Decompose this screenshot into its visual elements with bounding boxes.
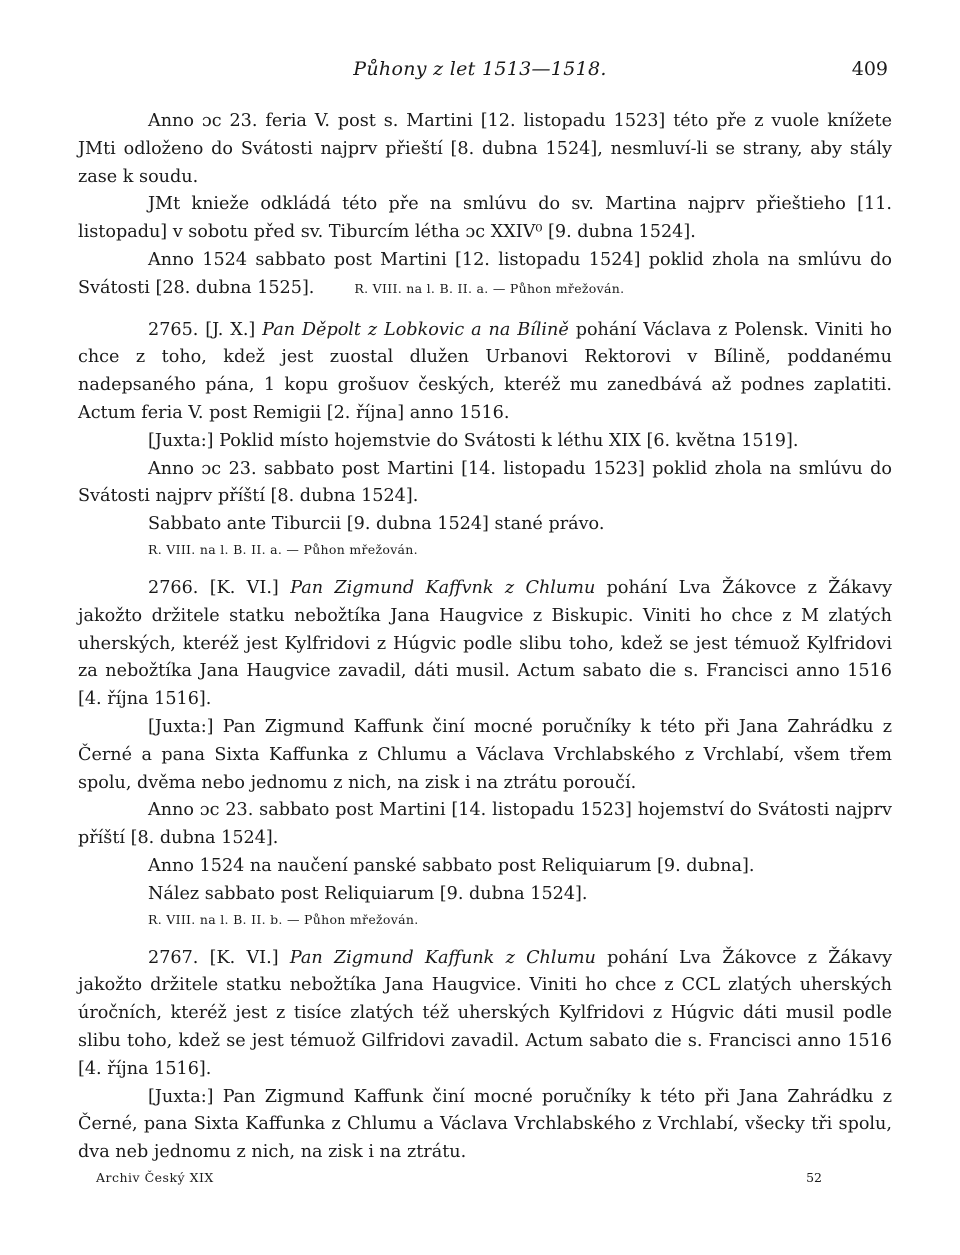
paragraph: Anno ɔc 23. feria V. post s. Martini [12. listopadu 1523] této pře z vuole knížete JMti odloženo do Svátosti najprv přieští [8. dubna 1524], nesmluví-li se strany, aby stály zase k soudu. <box>78 111 892 187</box>
entry-text: pohání Lva Žákovce z Žákavy jakožto držitele statku nebožtíka Jana Haugvice. Viniti ho chce z CCL zlatých uherských úročních, kteréž jest z tisíce zlatých též uherských Kylfridovi z Húgvic dáti musil podle slibu toho, kdež se jest témuož Gilfridovi zavadil. Actum sabato die s. Francisci anno 1516 [4. října 1516]. <box>78 947 893 1079</box>
plaintiff-name: Pan Zigmund Kaffvnk z Chlumu <box>290 577 596 598</box>
entry-text: pohání Lva Žákovce z Žákavy jakožto držitele statku nebožtíka Jana Haugvice z Biskupic. Viniti ho chce z M zlatých uherských, kteréž jest Kylfridovi z Húgvic podle slibu toho, kdež se jest témuož Kylfridovi za nebožtíka Jana Haugvice zavadil, dáti musil. Actum sabato die s. Francisci anno 1516 [4. října 1516]. <box>78 577 893 710</box>
text-body <box>78 108 892 1167</box>
footer-signature: Archiv Český XIX <box>96 1170 214 1185</box>
entry-number: 2765. [J. X.] <box>148 319 256 340</box>
entry-number: 2767. [K. VI.] <box>148 947 279 968</box>
entry-number: 2766. [K. VI.] <box>148 577 279 598</box>
plaintiff-name: Pan Děpolt z Lobkovic a na Bílině <box>262 319 569 340</box>
paragraph: Anno 1524 na naučení panské sabbato post Reliquiarum [9. dubna]. <box>148 855 755 876</box>
paragraph: Anno ɔc 23. sabbato post Martini [14. listopadu 1523] poklid zhola na smlúvu do Svátosti najprv příští [8. dubna 1524]. <box>78 458 892 507</box>
spacer <box>78 303 892 317</box>
sheet-number: 52 <box>806 1170 822 1185</box>
paragraph-text: Anno 1524 sabbato post Martini [12. listopadu 1524] poklid zhola na smlúvu do Svátosti [28. dubna 1525]. <box>78 249 892 298</box>
paragraph: Nález sabbato post Reliquiarum [9. dubna 1524]. <box>148 883 588 904</box>
spacer <box>78 561 892 575</box>
paragraph: [Juxta:] Pan Zigmund Kaffunk činí mocné poručníky k této při Jana Zahrádku z Černé a pana Sixta Kaffunka z Chlumu a Václava Vrchlabského z Vrchlabí, všem třem spolu, dvěma nebo jednomu z nich, na zisk i na ztrátu poroučí. <box>78 716 892 793</box>
paragraph: Sabbato ante Tiburcii [9. dubna 1524] stané právo. <box>148 514 605 535</box>
paragraph: JMt knieže odkládá této pře na smlúvu do sv. Martina najprv přieštieho [11. listopadu] v sobotu před sv. Tiburcím létha ɔc XXIV⁰ [9. dubna 1524]. <box>78 194 892 243</box>
entry-2766 <box>78 575 892 714</box>
entry-text: pohání Václava z Polensk. Viniti ho chce z toho, kdež jest zuostal dlužen Urbanovi Rektorovi v Bílině, poddanému nadepsaného pána, 1 kopu grošuov českých, kteréž mu zanedbává až podnes zaplatiti. Actum feria V. post Remigii [2. října] anno 1516. <box>78 319 892 423</box>
source-note: R. VIII. na l. B. II. a. — Půhon mřežován. <box>354 280 625 296</box>
plaintiff-name: Pan Zigmund Kaffunk z Chlumu <box>289 947 596 968</box>
source-note: R. VIII. na l. B. II. a. — Půhon mřežován. <box>148 541 418 557</box>
paragraph <box>78 247 892 303</box>
paragraph: Anno ɔc 23. sabbato post Martini [14. listopadu 1523] hojemství do Svátosti najprv příští [8. dubna 1524]. <box>78 800 892 849</box>
paragraph: [Juxta:] Poklid místo hojemstvie do Svátosti k léthu XIX [6. května 1519]. <box>148 430 799 451</box>
source-note: R. VIII. na l. B. II. b. — Půhon mřežován. <box>148 911 419 927</box>
entry-2765 <box>78 317 892 428</box>
running-title: Půhony z let 1513—1518. <box>353 58 607 80</box>
page-number: 409 <box>851 58 888 80</box>
paragraph: [Juxta:] Pan Zigmund Kaffunk činí mocné poručníky k této při Jana Zahrádku z Černé, pana Sixta Kaffunka z Chlumu a Václava Vrchlabského z Vrchlabí, všecky tři spolu, dva neb jednomu z nich, na zisk i na ztrátu. <box>78 1086 892 1163</box>
entry-2767 <box>78 945 892 1084</box>
spacer <box>78 931 892 945</box>
